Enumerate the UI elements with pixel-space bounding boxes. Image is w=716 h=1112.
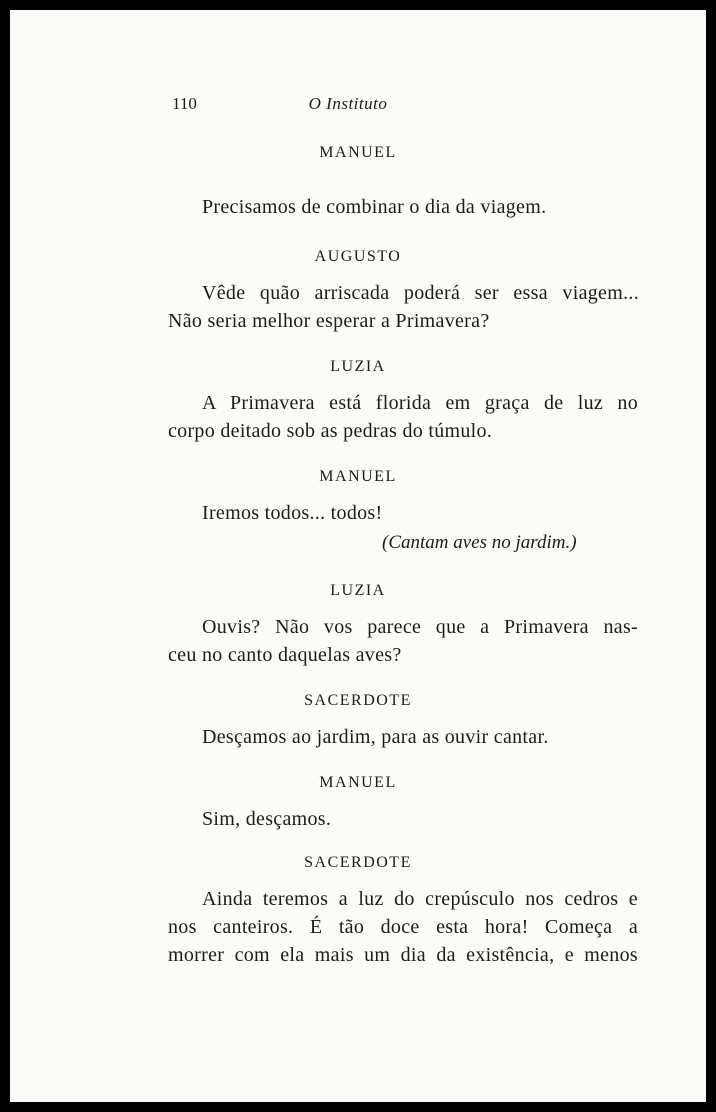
dialogue-line: Desçamos ao jardim, para as ouvir cantar. [202,726,549,748]
dialogue-line: corpo deitado sob as pedras do túmulo. [168,420,493,442]
dialogue-line: Iremos todos... todos! [202,502,383,524]
page-header [10,94,706,120]
speaker-name: LUZIA [330,358,386,375]
speaker-name: LUZIA [330,582,386,599]
dialogue-line: morrer com ela mais um dia da existência, e menos [168,944,638,966]
dialogue-line: Ouvis? Não vos parece que a Primavera nas- [202,616,638,638]
speaker-name: MANUEL [319,774,397,791]
page-number: 110 [172,94,197,113]
speaker-name: MANUEL [319,468,397,485]
speaker-name: MANUEL [319,144,397,161]
speaker-name: AUGUSTO [314,248,402,265]
dialogue-line: ceu no canto daquelas aves? [168,644,402,666]
dialogue-line: Vêde quão arriscada poderá ser essa viagem... [202,282,639,304]
dialogue-line: Não seria melhor esperar a Primavera? [168,310,490,332]
dialogue-line: Precisamos de combinar o dia da viagem. [202,196,547,218]
stage-direction: (Cantam aves no jardim.) [382,532,577,553]
dialogue-line: Sim, desçamos. [202,808,332,830]
dialogue-line: A Primavera está florida em graça de luz no [202,392,638,414]
dialogue-line: Ainda teremos a luz do crepúsculo nos cedros e [202,888,638,910]
running-title: O Instituto [308,94,388,113]
speaker-name: SACERDOTE [304,854,412,871]
dialogue-line: nos canteiros. É tão doce esta hora! Começa a [168,916,638,938]
speaker-name: SACERDOTE [304,692,412,709]
book-page [10,10,706,1102]
